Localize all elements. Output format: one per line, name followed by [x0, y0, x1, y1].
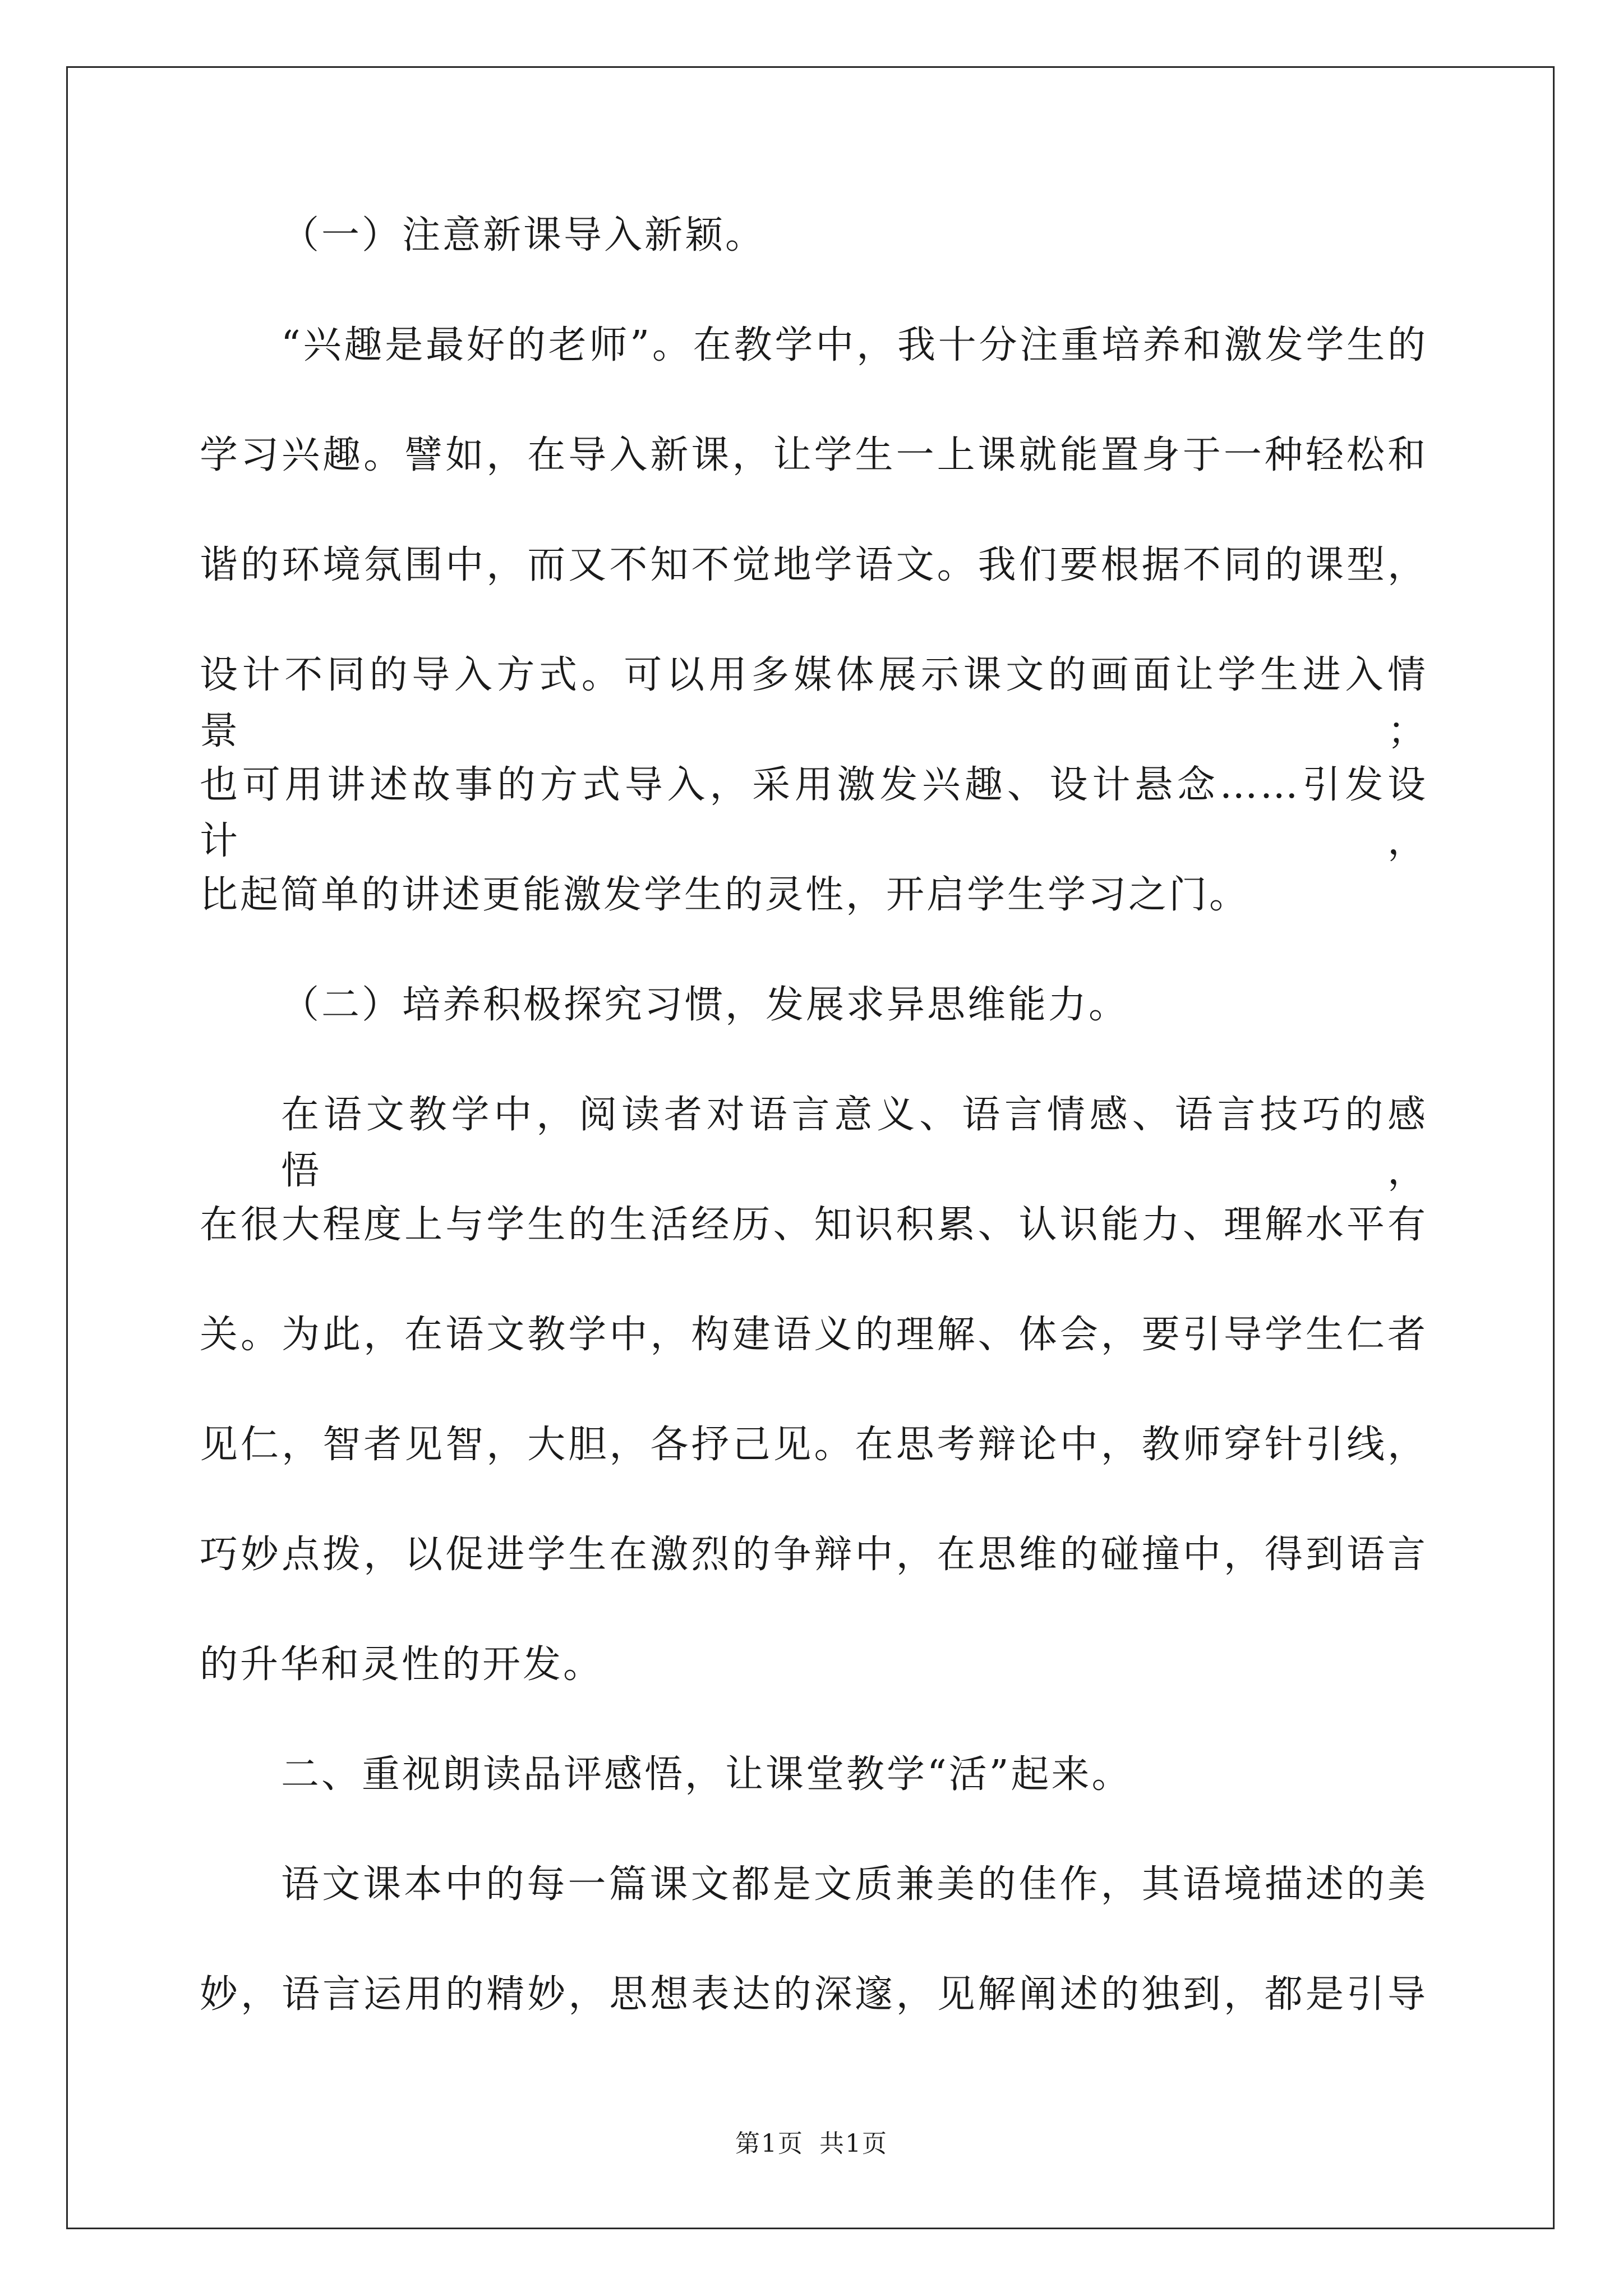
heading-3: 二、重视朗读品评感悟，让课堂教学“活”起来。 — [281, 1752, 1132, 1797]
paragraph-line: 的升华和灵性的开发。 — [200, 1642, 604, 1687]
paragraph-line: 语文课本中的每一篇课文都是文质兼美的佳作，其语境描述的美 — [281, 1862, 1428, 1907]
page-footer — [0, 2127, 1623, 2161]
heading-1: （一）注意新课导入新颖。 — [281, 213, 766, 257]
paragraph-line: 在语文教学中，阅读者对语言意义、语言情感、语言技巧的感悟， — [281, 1093, 1428, 1193]
paragraph-line: 在很大程度上与学生的生活经历、知识积累、认识能力、理解水平有 — [200, 1203, 1428, 1247]
paragraph-line: 学习兴趣。譬如，在导入新课，让学生一上课就能置身于一种轻松和 — [200, 433, 1428, 477]
paragraph-line: 比起简单的讲述更能激发学生的灵性，开启学生学习之门。 — [200, 873, 1250, 917]
paragraph-line: “兴趣是最好的老师”。在教学中，我十分注重培养和激发学生的 — [281, 323, 1428, 367]
paragraph-line: 妙，语言运用的精妙，思想表达的深邃，见解阐述的独到，都是引导 — [200, 1972, 1428, 2017]
heading-2: （二）培养积极探究习惯，发展求异思维能力。 — [281, 983, 1129, 1027]
paragraph-line: 关。为此，在语文教学中，构建语义的理解、体会，要引导学生仁者 — [200, 1313, 1428, 1357]
paragraph-line: 也可用讲述故事的方式导入，采用激发兴趣、设计悬念……引发设计， — [200, 763, 1428, 863]
paragraph-line: 见仁，智者见智，大胆，各抒己见。在思考辩论中，教师穿针引线， — [200, 1423, 1428, 1467]
page-total: 共1页 — [819, 2129, 888, 2158]
page-number: 第1页 — [735, 2129, 804, 2158]
paragraph-line: 巧妙点拨，以促进学生在激烈的争辩中，在思维的碰撞中，得到语言 — [200, 1533, 1428, 1577]
paragraph-line: 谐的环境氛围中，而又不知不觉地学语文。我们要根据不同的课型， — [200, 543, 1428, 587]
paragraph-line: 设计不同的导入方式。可以用多媒体展示课文的画面让学生进入情景； — [200, 653, 1428, 753]
